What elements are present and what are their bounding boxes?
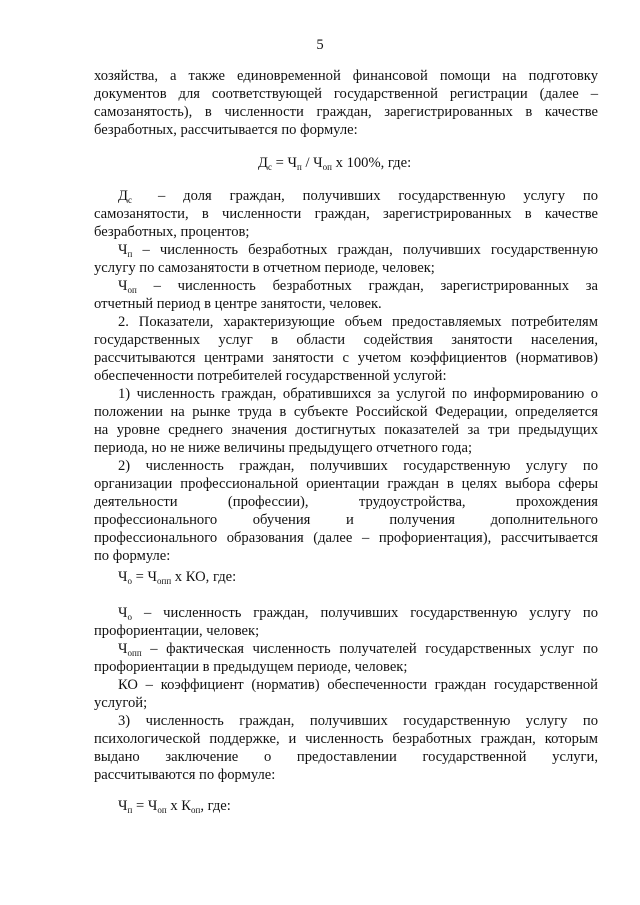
text-line: 2. Показатели, характеризующие объем предоставляемых потребителям	[118, 314, 598, 330]
text-line: обеспеченности потребителей государственной услугой:	[94, 368, 447, 384]
text-line: самозанятости, в численности граждан, зарегистрированных в качестве	[94, 206, 598, 222]
text-line: безработных, процентов;	[94, 224, 250, 240]
text-line: хозяйства, а также единовременной финансовой помощи на подготовку	[94, 68, 598, 84]
text-line: профориентации в предыдущем периоде, человек;	[94, 659, 408, 675]
text-line: положении на рынке труда в субъекте Российской Федерации, определяется	[94, 404, 598, 420]
text-line: услугой;	[94, 695, 148, 711]
definition-chop: $Ч_{оп}$ – численность безработных граждан, зарегистрированных за	[118, 278, 598, 295]
text-line: самозанятость), в численности граждан, зарегистрированных в качестве	[94, 104, 598, 120]
text-line: 1) численность граждан, обратившихся за услугой по информированию о	[118, 386, 598, 402]
text-line-spread: деятельности (профессии), трудоустройства, прохождения	[94, 494, 598, 510]
formula-proforientation: $Ч_о = Ч_{опп}$ х КО, где:	[118, 569, 237, 586]
text-line-spread: профессионального обучения и получения дополнительного	[94, 512, 598, 528]
text-line: организации профессиональной ориентации граждан в целях выбора сферы	[94, 476, 598, 492]
definition-chp: $Ч_п$ – численность безработных граждан, получивших государственную	[118, 242, 598, 259]
text-line: профессионального образования (далее – профориентация), рассчитывается	[94, 530, 598, 546]
page-number: 5	[316, 37, 324, 53]
text-line: психологической поддержке, и численность безработных граждан, которым	[94, 731, 598, 747]
text-line-spread: выдано заключение о предоставлении государственной услуги,	[94, 749, 598, 765]
text-line: отчетный период в центре занятости, человек.	[94, 296, 382, 312]
formula-psychological: $Ч_п = Ч_{оп}$ х $К_{оп}$, где:	[118, 798, 231, 815]
definition-d: $Д_с$ – доля граждан, получивших государственную услугу по	[118, 188, 598, 205]
text-line: услугу по самозанятости в отчетном периоде, человек;	[94, 260, 435, 276]
text-line: государственных услуг в области содействия занятости населения,	[94, 332, 598, 348]
text-line: 2) численность граждан, получивших государственную услугу по	[118, 458, 598, 474]
text-line: периода, но не ниже величины предыдущего отчетного года;	[94, 440, 473, 456]
definition-ko: КО – коэффициент (норматив) обеспеченности граждан государственной	[118, 677, 598, 693]
formula-share: $Д_с = Ч_п / Ч_{оп}$ х 100%, где:	[258, 155, 412, 172]
text-line: профориентации, человек;	[94, 623, 260, 639]
text-line: безработных, рассчитывается по формуле:	[94, 122, 358, 138]
text-line: по формуле:	[94, 548, 171, 564]
definition-chopp: $Ч_{опп}$ – фактическая численность получателей государственных услуг по	[118, 641, 598, 658]
text-line: 3) численность граждан, получивших государственную услугу по	[118, 713, 598, 729]
text-line: рассчитываются центрами занятости с учетом коэффициентов (нормативов)	[94, 350, 598, 366]
definition-cho: $Ч_о$ – численность граждан, получивших государственную услугу по	[118, 605, 598, 622]
text-line: документов для соответствующей государственной регистрации (далее –	[94, 86, 598, 102]
text-line: рассчитываются по формуле:	[94, 767, 276, 783]
text-line: на уровне среднего значения достигнутых показателей за три предыдущих	[94, 422, 598, 438]
